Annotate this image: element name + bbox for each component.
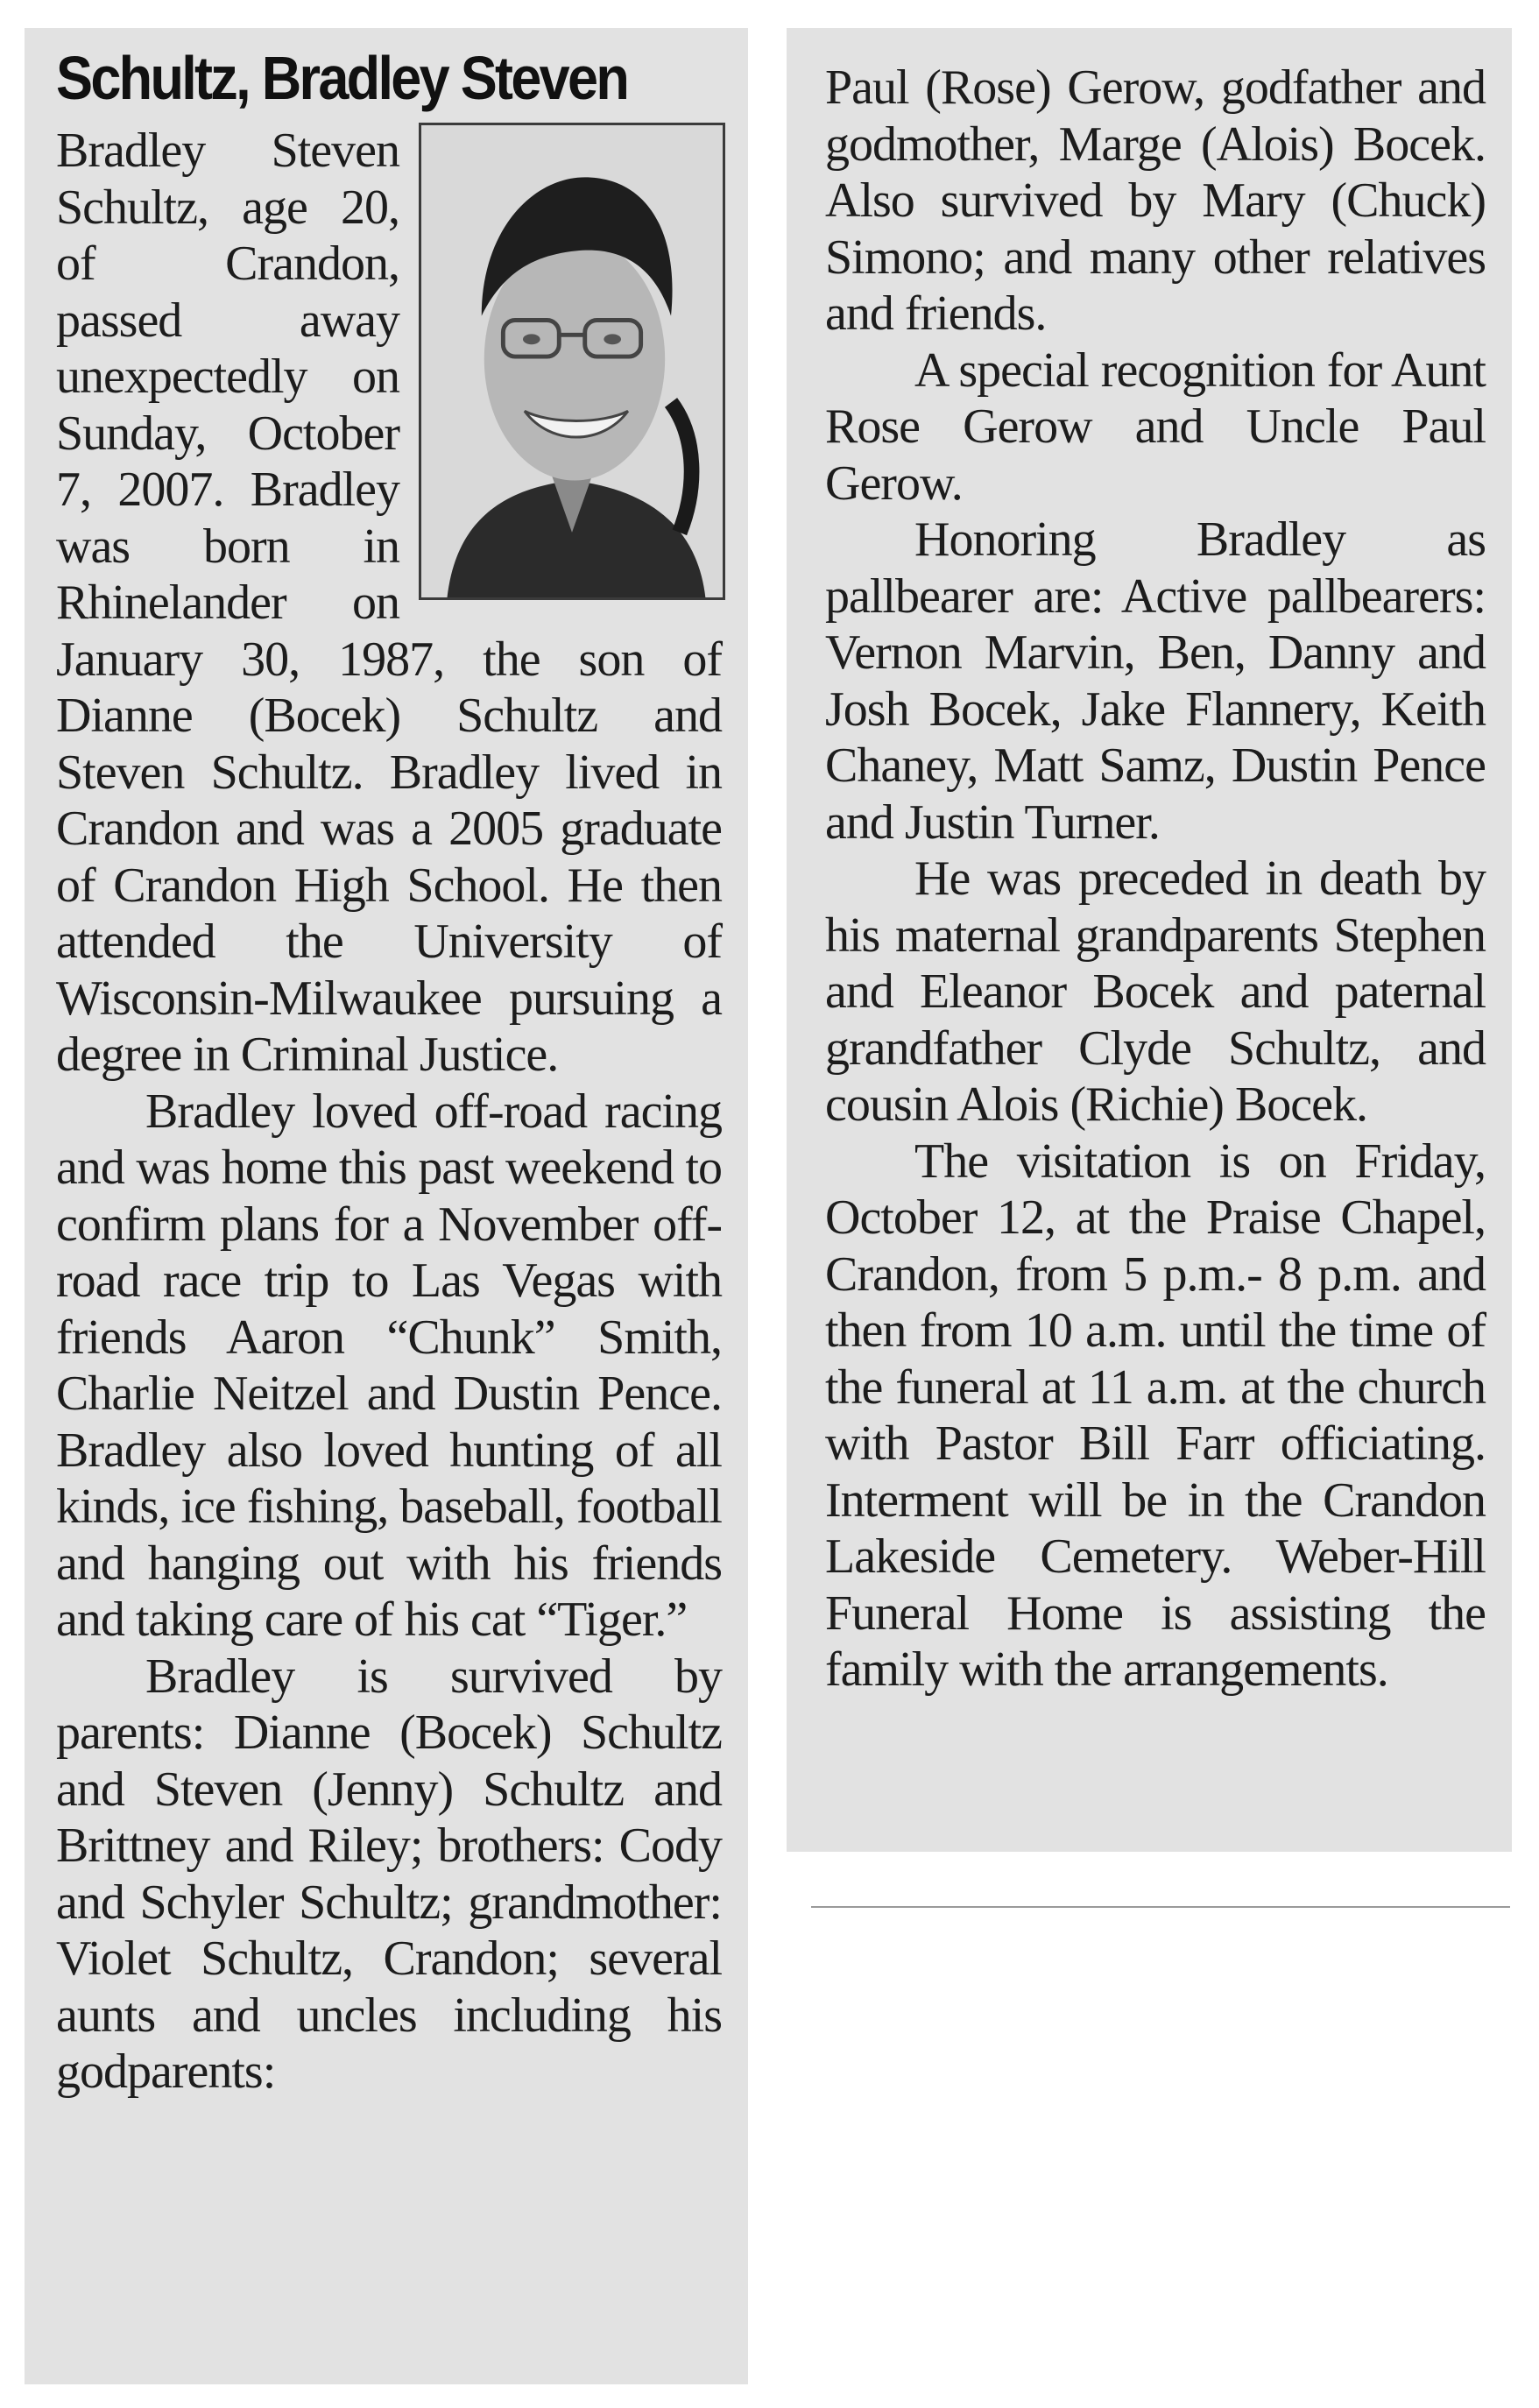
obituary-column-right	[787, 28, 1512, 1852]
obituary-paragraph: Paul (Rose) Gerow, godfather and godmother, Marge (Alois) Bocek. Also survived by Mary (Chuck) Simono; and many other relatives and friends.	[825, 60, 1486, 341]
obituary-headline: Schultz, Bradley Steven	[56, 44, 628, 112]
obituary-paragraph: Bradley loved off-road racing and was home this past weekend to confirm plans for a November off-road race trip to Las Vegas with friends Aaron “Chunk” Smith, Charlie Neitzel and Dustin Pence. Bradley also loved hunting of all kinds, ice fishing, baseball, football and hanging out with his friends and taking care of his cat “Tiger.”	[56, 1084, 722, 1647]
obituary-paragraph: A special recognition for Aunt Rose Gerow and Uncle Paul Gerow.	[825, 342, 1486, 511]
column-end-rule	[811, 1906, 1510, 1908]
obituary-paragraph: The visitation is on Friday, October 12, at the Praise Chapel, Crandon, from 5 p.m.- 8 p.m. and then from 10 a.m. until the time of the funeral at 11 a.m. at the church with Pastor Bill Farr officiating. Interment will be in the Crandon Lakeside Cemetery. Weber-Hill Funeral Home is assisting the family with the arrangements.	[825, 1133, 1486, 1697]
obituary-paragraph: Bradley Steven Schultz, age 20, of Crandon, passed away unexpectedly on Sunday, October 7, 2007. Bradley was born in Rhinelander on January 30, 1987, the son of Dianne (Bocek) Schultz and Steven Schultz. Bradley lived in Crandon and was a 2005 graduate of Crandon High School. He then attended the University of Wisconsin-Milwaukee pursuing a degree in Criminal Justice.	[56, 124, 722, 1082]
obituary-paragraph: Honoring Bradley as pallbearer are: Active pallbearers: Vernon Marvin, Ben, Danny and Josh Bocek, Jake Flannery, Keith Chaney, Matt Samz, Dustin Pence and Justin Turner.	[825, 512, 1486, 850]
obituary-column-left	[25, 28, 748, 2384]
obituary-paragraph: Bradley is survived by parents: Dianne (Bocek) Schultz and Steven (Jenny) Schultz and Brittney and Riley; brothers: Cody and Schyler Schultz; grandmother: Violet Schultz, Crandon; several aunts and uncles including his godparents:	[56, 1649, 722, 2099]
obituary-paragraph: He was preceded in death by his maternal grandparents Stephen and Eleanor Bocek and paternal grandfather Clyde Schultz, and cousin Alois (Richie) Bocek.	[825, 851, 1486, 1132]
portrait-illustration	[421, 125, 723, 597]
portrait-photo	[419, 123, 725, 600]
